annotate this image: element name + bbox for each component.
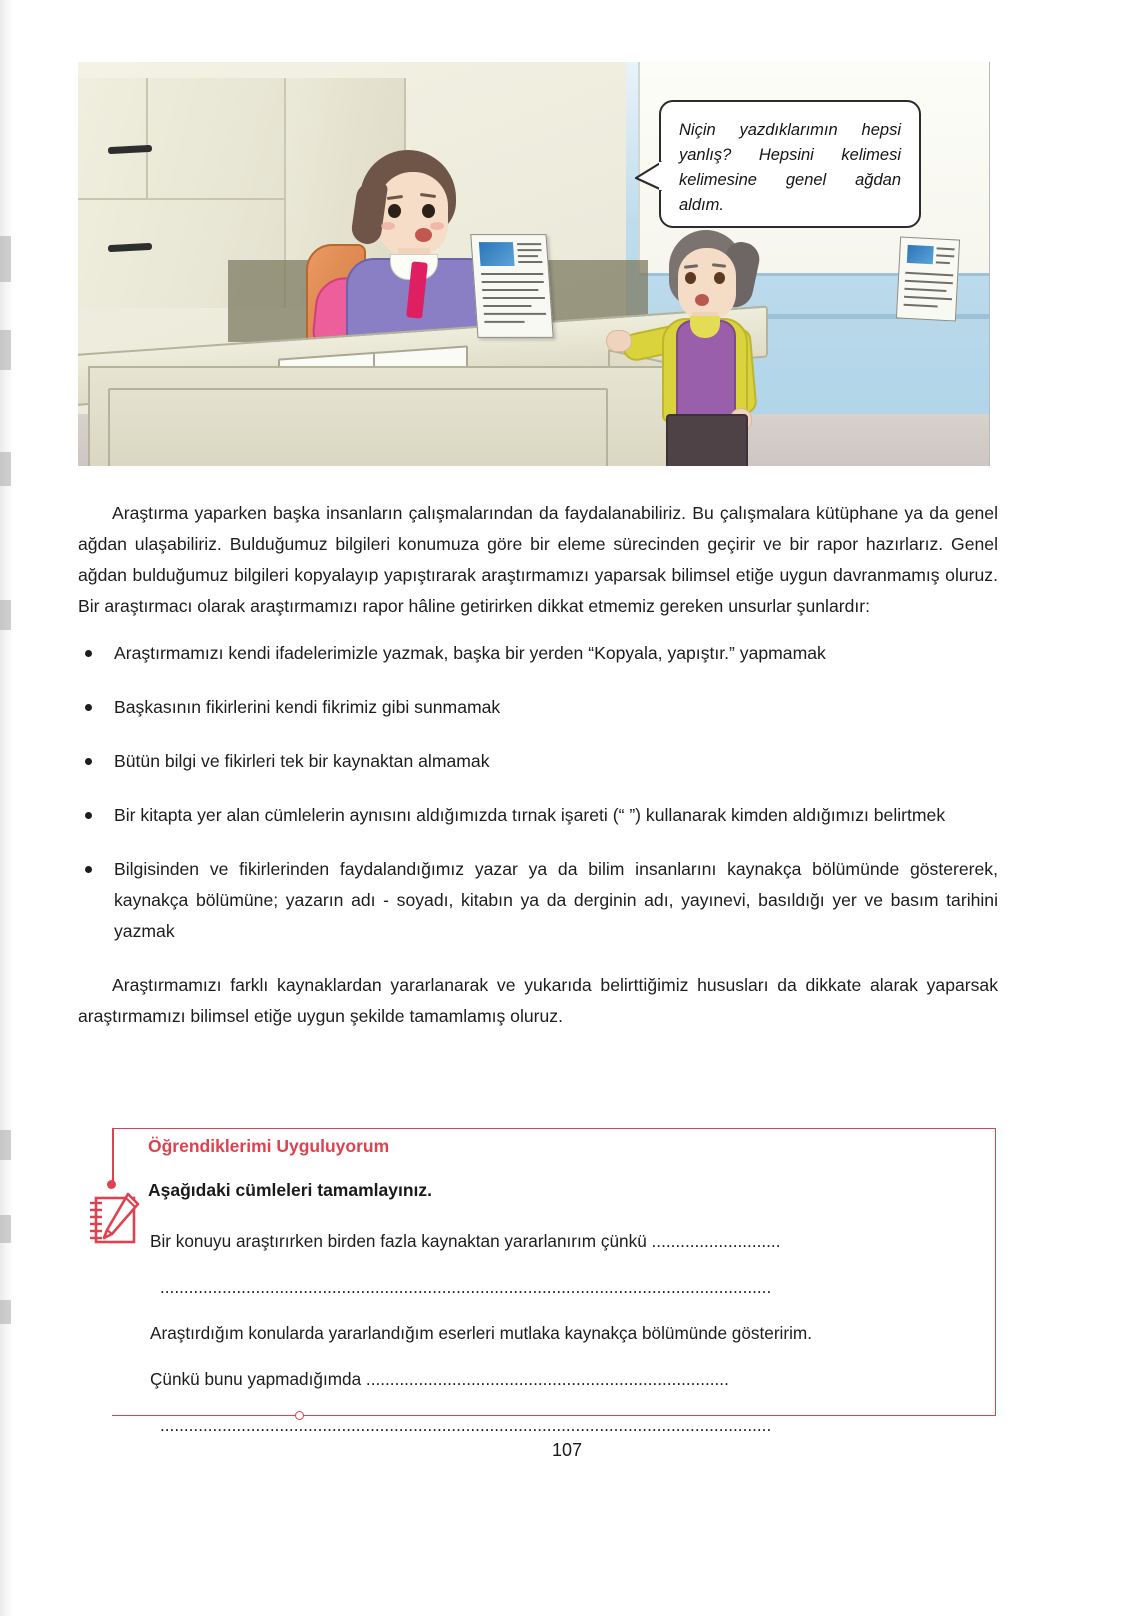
student-eye [714,272,725,284]
paper-text-line [905,280,953,285]
paper-image [479,242,515,266]
speech-bubble-tail [628,160,664,194]
fill-in-blank-lines [150,1226,978,1456]
paper-text-line [904,296,952,301]
student-skirt [666,414,748,466]
scan-artifact [0,452,11,486]
paper-text-line [483,297,545,299]
cabinet-divider [78,198,286,200]
paper-text-line [518,255,538,257]
scan-artifact [0,1300,11,1324]
blank-line: Araştırdığım konularda yararlandığım eserleri mutlaka kaynakça bölümünde gösteririm. [150,1323,813,1343]
desk-drawer-panel [108,388,608,466]
paper-text-line [483,305,531,307]
paper-text-line [518,261,542,263]
student-eye [685,272,696,284]
cabinet-divider [146,78,148,198]
list-item: Araştırmamızı kendi ifadelerimizle yazmak, başka bir yerden “Kopyala, yapıştır.” yapmamak [78,638,998,669]
teacher-blush [381,222,395,230]
teacher-eye [422,204,435,218]
paper-text-line [482,281,544,283]
closing-paragraph: Araştırmamızı farklı kaynaklardan yararlanarak ve yukarıda belirttiğimiz hususları da dikkate alarak yaparsak araştırmamızı bilimsel etiğe uygun şekilde tamamlamış oluruz. [78,975,998,1026]
paper-text-line [905,272,953,277]
teacher-eye [388,204,401,218]
blank-line[interactable]: Çünkü bunu yapmadığımda ............................................................................ [150,1369,729,1389]
blank-line[interactable]: Bir konuyu araştırırken birden fazla kaynaktan yararlanırım çünkü ........................... [150,1231,781,1251]
paper-text-line [904,288,946,292]
held-paper [470,234,553,338]
paper-text-line [904,304,938,308]
paper-text-line [484,321,524,323]
article-body [78,498,998,1038]
paper-text-line [517,249,541,251]
activity-instruction: Aşağıdaki cümleleri tamamlayınız. [148,1180,433,1200]
paper-text-line [482,289,538,291]
paper-text-line [937,247,955,250]
student-face [678,248,736,320]
paper-text-line [481,273,543,275]
scan-artifact [0,600,11,630]
scan-artifact [0,236,11,282]
paper-text-line [936,254,954,257]
intro-paragraph: Araştırma yaparken başka insanların çalışmalarından da faydalanabiliriz. Bu çalışmalara kütüphane ya da genel ağdan ulaşabiliriz. Bulduğumuz bilgileri konumuza göre bir eleme sürecinden geçirir ve bir rapor hazırlarız. Genel ağdan bulduğumuz bilgileri kopyalayıp yapıştırarak araştırmamızı yaparsak bilimsel etiğe uygun davranmamış oluruz. Bir araştırmacı olarak araştırmamızı rapor hâline getirirken dikkat etmemiz gereken unsurlar şunlardır: [78,503,998,616]
notebook-pencil-icon [84,1190,142,1248]
teacher-mouth [415,228,432,242]
student-hand-left [606,330,632,352]
guidelines-list [78,638,998,947]
paper-text-line [484,313,546,315]
paper-text-line [517,243,541,245]
student-mouth [695,294,709,306]
list-item: Başkasının fikirlerini kendi fikrimiz gibi sunmamak [78,692,998,723]
blank-line[interactable]: ................................................................................................................................ [160,1277,772,1297]
scan-artifact [0,1215,11,1243]
paper-text-line [936,261,950,264]
scan-artifact [0,330,11,370]
teacher-blush [430,222,444,230]
list-item: Bütün bilgi ve fikirleri tek bir kaynaktan almamak [78,746,998,777]
paper-image [907,245,934,264]
page-number: 107 [551,1440,583,1460]
activity-title: Öğrendiklerimi Uyguluyorum [148,1136,390,1156]
list-item: Bir kitapta yer alan cümlelerin aynısını aldığımızda tırnak işareti (“ ”) kullanarak kimden aldığımızı belirtmek [78,800,998,831]
wall-paper [896,236,960,321]
list-item: Bilgisinden ve fikirlerinden faydalandığımız yazar ya da bilim insanlarını kaynakça bölümünde göstererek, kaynakça bölümüne; yazarın adı - soyadı, kitabın ya da derginin adı, yayınevi, basıldığı yer ve basım tarihini yazmak [78,854,998,947]
blank-line[interactable]: ................................................................................................................................ [160,1415,772,1435]
scan-artifact [0,1130,11,1160]
speech-bubble: Niçin yazdıklarımın hepsi yanlış? Hepsini kelimesi kelimesine genel ağdan aldım. [659,100,921,228]
